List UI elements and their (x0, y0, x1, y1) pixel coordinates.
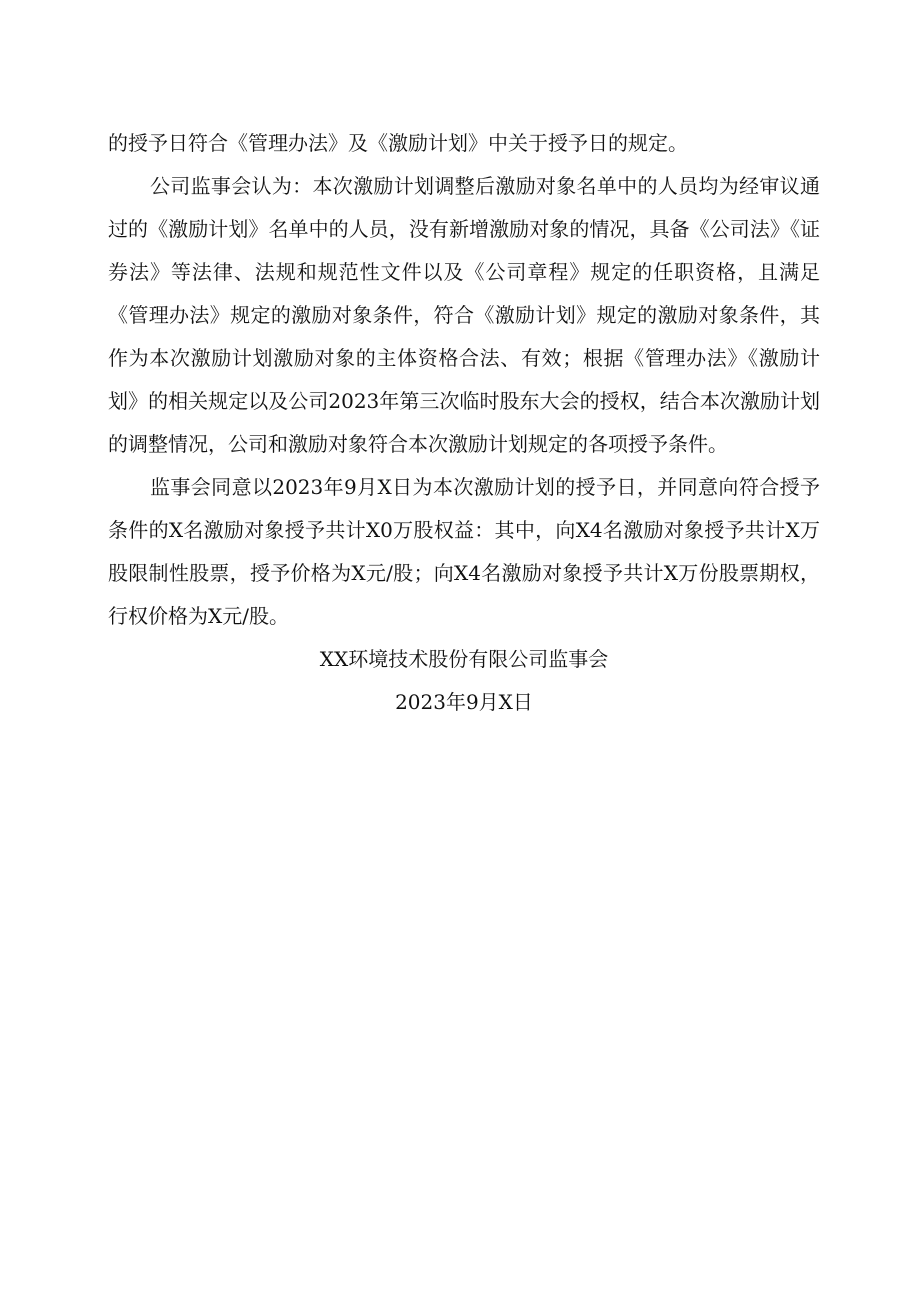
signature-date: 2023年9月X日 (395, 690, 533, 714)
paragraph-supervisory-opinion: 公司监事会认为：本次激励计划调整后激励对象名单中的人员均为经审议通过的《激励计划》名单中的人员，没有新增激励对象的情况，具备《公司法》《证券法》等法律、法规和规范性文件以及《公司章程》规定的任职资格，且满足《管理办法》规定的激励对象条件，符合《激励计划》规定的激励对象条件，其作为本次激励计划激励对象的主体资格合法、有效；根据《管理办法》《激励计划》的相关规定以及公司2023年第三次临时股东大会的授权，结合本次激励计划的调整情况，公司和激励对象符合本次激励计划规定的各项授予条件。 (108, 174, 820, 456)
signature-organization: XX环境技术股份有限公司监事会 (319, 647, 609, 671)
document-body (108, 122, 820, 724)
paragraph-grant-decision: 监事会同意以2023年9月X日为本次激励计划的授予日，并同意向符合授予条件的X名激励对象授予共计X0万股权益：其中，向X4名激励对象授予共计X万股限制性股票，授予价格为X元/股；向X4名激励对象授予共计X万份股票期权，行权价格为X元/股。 (108, 475, 820, 628)
paragraph-continuation: 的授予日符合《管理办法》及《激励计划》中关于授予日的规定。 (108, 131, 688, 155)
